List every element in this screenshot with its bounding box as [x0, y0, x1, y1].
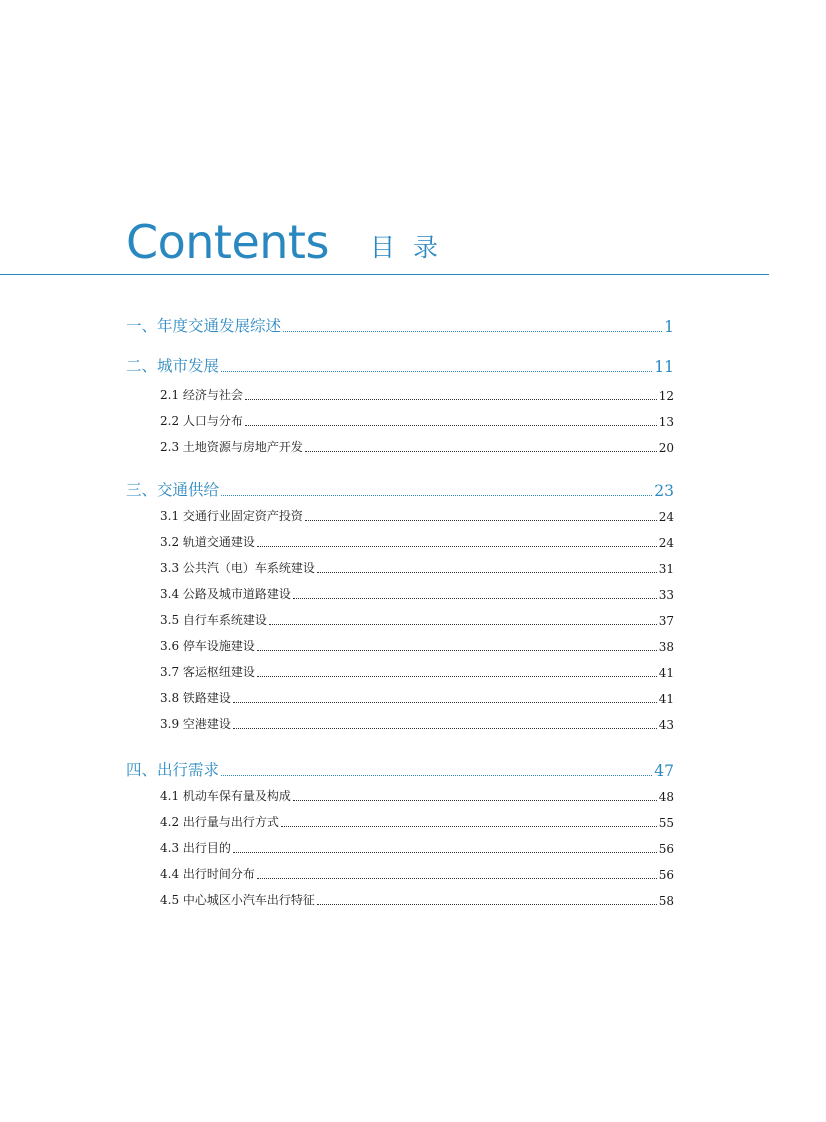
toc-section-3-5[interactable]: [160, 610, 674, 628]
dot-leader: [293, 800, 657, 801]
dot-leader: [233, 702, 657, 703]
toc-section-page: 41: [658, 666, 674, 680]
toc-chapter-label: 二、城市发展: [126, 357, 220, 375]
dot-leader: [245, 399, 657, 400]
toc-section-label: 4.1 机动车保有量及构成: [160, 789, 291, 803]
toc-section-4-2[interactable]: [160, 812, 674, 830]
dot-leader: [305, 520, 657, 521]
toc-section-2-3[interactable]: [160, 437, 674, 455]
toc-section-label: 3.9 空港建设: [160, 717, 231, 731]
toc-section-label: 4.4 出行时间分布: [160, 867, 255, 881]
toc-chapter-page: 11: [654, 358, 674, 376]
dot-leader: [221, 371, 652, 372]
toc-section-4-1[interactable]: [160, 786, 674, 804]
dot-leader: [233, 852, 657, 853]
toc-chapter-2[interactable]: [126, 352, 674, 376]
toc-section-4-3[interactable]: [160, 838, 674, 856]
toc-section-page: 58: [658, 894, 674, 908]
toc-section-label: 3.4 公路及城市道路建设: [160, 587, 291, 601]
toc-section-label: 3.8 铁路建设: [160, 691, 231, 705]
toc-section-page: 12: [658, 389, 674, 403]
toc-chapter-page: 47: [654, 762, 674, 780]
toc-chapter-3[interactable]: [126, 476, 674, 500]
dot-leader: [293, 598, 657, 599]
dot-leader: [257, 546, 657, 547]
toc-section-label: 4.5 中心城区小汽车出行特征: [160, 893, 315, 907]
toc-chapter-label: 三、交通供给: [126, 481, 220, 499]
toc-section-3-8[interactable]: [160, 688, 674, 706]
toc-section-page: 20: [658, 441, 674, 455]
toc-section-3-1[interactable]: [160, 506, 674, 524]
title-chinese: 目录: [370, 233, 457, 262]
toc-section-page: 56: [658, 868, 674, 882]
toc-chapter-1[interactable]: [126, 312, 674, 336]
toc-section-label: 2.2 人口与分布: [160, 414, 243, 428]
toc-section-page: 13: [658, 415, 674, 429]
toc-section-page: 24: [658, 536, 674, 550]
dot-leader: [245, 425, 657, 426]
toc-section-page: 41: [658, 692, 674, 706]
dot-leader: [317, 572, 657, 573]
toc-section-page: 56: [658, 842, 674, 856]
dot-leader: [317, 904, 657, 905]
toc-section-label: 3.7 客运枢纽建设: [160, 665, 255, 679]
toc-section-page: 48: [658, 790, 674, 804]
toc-section-2-1[interactable]: [160, 385, 674, 403]
toc-chapter-label: 一、年度交通发展综述: [126, 317, 282, 335]
title-english: Contents: [126, 215, 329, 269]
toc-section-label: 4.2 出行量与出行方式: [160, 815, 279, 829]
toc-section-label: 3.6 停车设施建设: [160, 639, 255, 653]
dot-leader: [257, 650, 657, 651]
dot-leader: [305, 451, 657, 452]
toc-section-3-7[interactable]: [160, 662, 674, 680]
dot-leader: [281, 826, 657, 827]
dot-leader: [269, 624, 657, 625]
toc-section-2-2[interactable]: [160, 411, 674, 429]
toc-section-page: 38: [658, 640, 674, 654]
toc-section-label: 4.3 出行目的: [160, 841, 231, 855]
dot-leader: [221, 775, 652, 776]
toc-chapter-label: 四、出行需求: [126, 761, 220, 779]
toc-section-label: 2.3 土地资源与房地产开发: [160, 440, 303, 454]
toc-section-page: 55: [658, 816, 674, 830]
dot-leader: [233, 728, 657, 729]
toc-section-4-4[interactable]: [160, 864, 674, 882]
toc-section-label: 3.1 交通行业固定资产投资: [160, 509, 303, 523]
toc-section-3-9[interactable]: [160, 714, 674, 732]
toc-chapter-4[interactable]: [126, 756, 674, 780]
toc-section-4-5[interactable]: [160, 890, 674, 908]
toc-section-3-2[interactable]: [160, 532, 674, 550]
toc-section-label: 3.3 公共汽（电）车系统建设: [160, 561, 315, 575]
dot-leader: [283, 331, 662, 332]
toc-section-page: 31: [658, 562, 674, 576]
toc-chapter-page: 1: [664, 318, 674, 336]
dot-leader: [221, 495, 652, 496]
page-header: [0, 215, 826, 277]
toc-section-3-4[interactable]: [160, 584, 674, 602]
dot-leader: [257, 878, 657, 879]
toc-section-3-6[interactable]: [160, 636, 674, 654]
toc-section-page: 33: [658, 588, 674, 602]
toc-section-label: 3.5 自行车系统建设: [160, 613, 267, 627]
toc-section-page: 37: [658, 614, 674, 628]
toc-section-3-3[interactable]: [160, 558, 674, 576]
toc-section-page: 43: [658, 718, 674, 732]
header-divider: [0, 274, 769, 275]
toc-section-label: 3.2 轨道交通建设: [160, 535, 255, 549]
toc-chapter-page: 23: [654, 482, 674, 500]
toc-section-label: 2.1 经济与社会: [160, 388, 243, 402]
dot-leader: [257, 676, 657, 677]
toc-section-page: 24: [658, 510, 674, 524]
